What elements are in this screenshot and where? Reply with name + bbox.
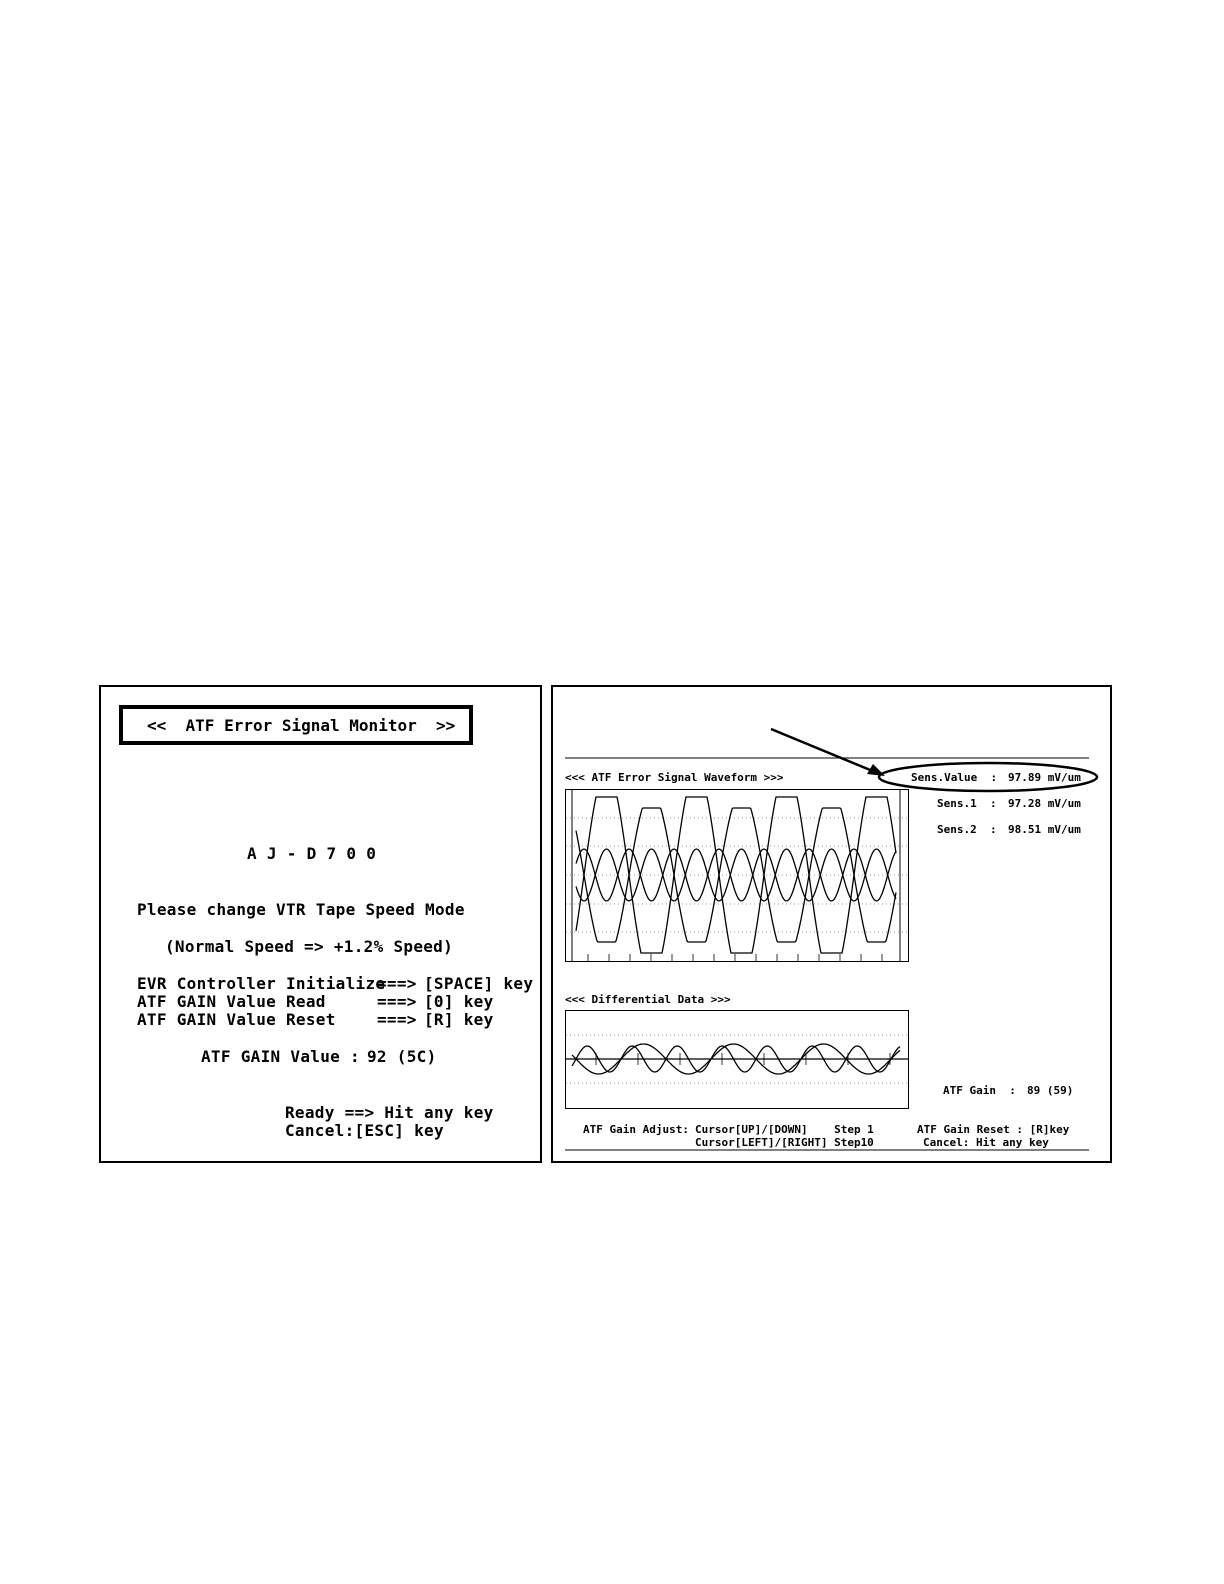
diff-title: <<< Differential Data >>> — [565, 993, 731, 1006]
menu-arrow: ===> — [377, 992, 417, 1011]
speed-note: (Normal Speed => +1.2% Speed) — [165, 937, 454, 956]
atf-gain-label: ATF Gain : — [943, 1084, 1016, 1097]
ready-prompt[interactable]: Ready ==> Hit any key — [285, 1103, 494, 1122]
cancel-prompt[interactable]: Cancel:[ESC] key — [285, 1121, 444, 1140]
atf-monitor-menu-screen — [99, 685, 542, 1163]
atf-waveform-screen — [551, 685, 1112, 1163]
differential-chart — [565, 1010, 909, 1109]
gain-adjust-left-right[interactable]: Cursor[LEFT]/[RIGHT] Step10 — [695, 1136, 874, 1149]
menu-key-space[interactable]: [SPACE] key — [424, 974, 534, 993]
sens-value: 97.89 mV/um — [1008, 771, 1081, 784]
sens1-value: 97.28 mV/um — [1008, 797, 1081, 810]
menu-label-evr-init: EVR Controller Initialize — [137, 974, 386, 993]
instruction-text: Please change VTR Tape Speed Mode — [137, 900, 465, 919]
screen-title-box — [119, 705, 473, 745]
waveform-title: <<< ATF Error Signal Waveform >>> — [565, 771, 784, 784]
sens-value-label: Sens.Value : — [911, 771, 998, 784]
gain-adjust-up-down[interactable]: Cursor[UP]/[DOWN] Step 1 — [695, 1123, 874, 1136]
sens1-label: Sens.1 : — [937, 797, 997, 810]
menu-arrow: ===> — [377, 1010, 417, 1029]
gain-adjust-label: ATF Gain Adjust: — [583, 1123, 689, 1136]
differential-plot — [566, 1011, 908, 1108]
annotation-arrow-line — [771, 729, 875, 772]
atf-gain-value: 89 (59) — [1027, 1084, 1074, 1097]
sens2-label: Sens.2 : — [937, 823, 997, 836]
sens2-value: 98.51 mV/um — [1008, 823, 1081, 836]
gain-value: 92 (5C) — [367, 1047, 437, 1066]
menu-key-0[interactable]: [0] key — [424, 992, 494, 1011]
waveform-trace-a — [576, 797, 896, 953]
waveform-plot — [566, 790, 908, 961]
menu-arrow: ===> — [377, 974, 417, 993]
screen-title: << ATF Error Signal Monitor >> — [147, 716, 456, 735]
model-name: A J - D 7 0 0 — [247, 844, 377, 863]
menu-key-r[interactable]: [R] key — [424, 1010, 494, 1029]
menu-label-gain-reset: ATF GAIN Value Reset — [137, 1010, 336, 1029]
menu-label-gain-read: ATF GAIN Value Read — [137, 992, 326, 1011]
cancel-key[interactable]: Cancel: Hit any key — [923, 1136, 1049, 1149]
gain-value-label: ATF GAIN Value : — [201, 1047, 360, 1066]
waveform-chart — [565, 789, 909, 962]
gain-reset-key[interactable]: ATF Gain Reset : [R]key — [917, 1123, 1070, 1136]
